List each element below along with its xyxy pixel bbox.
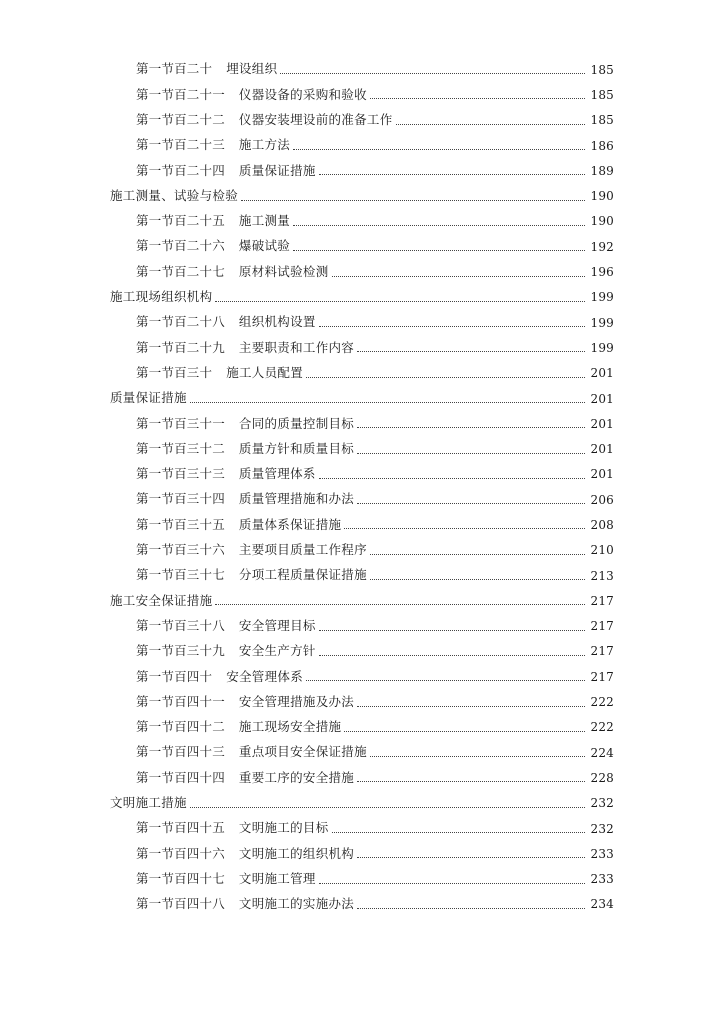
toc-section-entry[interactable] (0, 234, 724, 259)
toc-section-entry[interactable] (0, 209, 724, 234)
toc-entry-page-number: 186 (590, 138, 614, 153)
toc-section-entry[interactable] (0, 462, 724, 487)
dot-leader (357, 351, 585, 352)
toc-entry-number: 第一节百三十二 (136, 440, 225, 456)
toc-entry-title: 原材料试验检测 (238, 263, 329, 279)
toc-entry-title: 重要工序的安全措施 (238, 769, 355, 785)
toc-entry-number: 第一节百三十七 (136, 567, 225, 583)
toc-section-entry[interactable] (0, 335, 724, 360)
dot-leader (344, 731, 585, 732)
toc-section-entry[interactable] (0, 310, 724, 335)
dot-leader (190, 402, 585, 403)
toc-entry-title: 主要项目质量工作程序 (238, 542, 367, 558)
toc-entry-page-number: 208 (590, 517, 614, 532)
toc-section-entry[interactable] (0, 816, 724, 841)
toc-section-entry[interactable] (0, 133, 724, 158)
toc-section-entry[interactable] (0, 664, 724, 689)
toc-chapter-entry[interactable] (0, 386, 724, 411)
toc-entry-page-number: 185 (590, 113, 614, 128)
dot-leader (396, 124, 585, 125)
toc-entry-page-number: 201 (590, 391, 614, 406)
toc-section-entry[interactable] (0, 487, 724, 512)
toc-section-entry[interactable] (0, 512, 724, 537)
toc-entry-page-number: 199 (590, 290, 614, 305)
dot-leader (370, 756, 585, 757)
toc-entry-number: 第一节百二十一 (136, 86, 225, 102)
toc-entry-title: 文明施工的目标 (238, 820, 329, 836)
dot-leader (357, 503, 585, 504)
dot-leader (306, 377, 585, 378)
toc-entry-title: 重点项目安全保证措施 (238, 744, 367, 760)
dot-leader (357, 427, 585, 428)
toc-entry-number: 第一节百三十一 (136, 415, 225, 431)
toc-entry-title: 埋设组织 (226, 61, 278, 77)
toc-entry-title: 质量保证措施 (110, 390, 187, 406)
toc-entry-page-number: 233 (590, 846, 614, 861)
toc-entry-page-number: 217 (590, 619, 614, 634)
toc-section-entry[interactable] (0, 361, 724, 386)
toc-entry-page-number: 201 (590, 416, 614, 431)
toc-entry-title: 安全管理体系 (226, 668, 304, 684)
toc-section-entry[interactable] (0, 436, 724, 461)
toc-entry-number: 第一节百三十五 (136, 516, 225, 532)
toc-entry-number: 第一节百四十五 (136, 820, 225, 836)
toc-entry-page-number: 232 (590, 821, 614, 836)
dot-leader (319, 326, 585, 327)
dot-leader (319, 630, 585, 631)
toc-chapter-entry[interactable] (0, 791, 724, 816)
toc-entry-number: 第一节百三十四 (136, 491, 225, 507)
dot-leader (319, 478, 585, 479)
toc-entry-page-number: 196 (590, 265, 614, 280)
toc-entry-title: 组织机构设置 (238, 314, 316, 330)
dot-leader (293, 250, 585, 251)
toc-section-entry[interactable] (0, 892, 724, 917)
toc-section-entry[interactable] (0, 841, 724, 866)
dot-leader (332, 832, 585, 833)
toc-entry-page-number: 217 (590, 644, 614, 659)
toc-entry-page-number: 192 (590, 239, 614, 254)
dot-leader (215, 301, 585, 302)
toc-entry-page-number: 201 (590, 442, 614, 457)
toc-section-entry[interactable] (0, 538, 724, 563)
toc-entry-title: 仪器设备的采购和验收 (238, 86, 367, 102)
toc-entry-title: 安全生产方针 (238, 643, 316, 659)
toc-section-entry[interactable] (0, 158, 724, 183)
toc-entry-page-number: 232 (590, 796, 614, 811)
toc-chapter-entry[interactable] (0, 183, 724, 208)
toc-entry-title: 安全管理措施及办法 (238, 693, 355, 709)
toc-section-entry[interactable] (0, 82, 724, 107)
toc-entry-page-number: 224 (590, 745, 614, 760)
toc-section-entry[interactable] (0, 563, 724, 588)
toc-entry-number: 第一节百三十九 (136, 643, 225, 659)
toc-entry-number: 第一节百三十三 (136, 466, 225, 482)
toc-entry-title: 文明施工的实施办法 (238, 896, 355, 912)
dot-leader (332, 276, 585, 277)
dot-leader (357, 908, 585, 909)
dot-leader (370, 554, 585, 555)
dot-leader (306, 680, 585, 681)
toc-section-entry[interactable] (0, 614, 724, 639)
toc-entry-title: 质量方针和质量目标 (238, 440, 355, 456)
dot-leader (357, 857, 585, 858)
toc-entry-page-number: 233 (590, 872, 614, 887)
toc-entry-page-number: 228 (590, 770, 614, 785)
toc-entry-number: 第一节百四十一 (136, 693, 225, 709)
toc-entry-number: 第一节百二十四 (136, 162, 225, 178)
toc-entry-number: 第一节百四十三 (136, 744, 225, 760)
toc-entry-number: 第一节百三十六 (136, 542, 225, 558)
toc-section-entry[interactable] (0, 411, 724, 436)
toc-entry-number: 第一节百二十二 (136, 111, 225, 127)
dot-leader (215, 604, 585, 605)
toc-entry-page-number: 217 (590, 669, 614, 684)
toc-entry-title: 安全管理目标 (238, 617, 316, 633)
toc-entry-number: 第一节百二十七 (136, 263, 225, 279)
dot-leader (357, 453, 585, 454)
toc-entry-number: 第一节百二十六 (136, 238, 225, 254)
toc-entry-title: 质量管理措施和办法 (238, 491, 355, 507)
dot-leader (319, 655, 585, 656)
toc-section-entry[interactable] (0, 259, 724, 284)
toc-entry-page-number: 217 (590, 593, 614, 608)
toc-entry-page-number: 222 (590, 720, 614, 735)
toc-entry-number: 第一节百二十三 (136, 137, 225, 153)
toc-entry-number: 第一节百四十七 (136, 870, 225, 886)
dot-leader (319, 883, 585, 884)
dot-leader (357, 781, 585, 782)
toc-entry-number: 第一节百四十二 (136, 719, 225, 735)
toc-section-entry[interactable] (0, 867, 724, 892)
toc-entry-number: 第一节百二十九 (136, 339, 225, 355)
toc-entry-title: 质量管理体系 (238, 466, 316, 482)
toc-entry-page-number: 190 (590, 214, 614, 229)
dot-leader (370, 98, 585, 99)
toc-entry-page-number: 199 (590, 340, 614, 355)
toc-entry-number: 第一节百三十八 (136, 617, 225, 633)
toc-entry-page-number: 185 (590, 87, 614, 102)
toc-section-entry[interactable] (0, 57, 724, 82)
toc-entry-number: 第一节百四十四 (136, 769, 225, 785)
toc-section-entry[interactable] (0, 639, 724, 664)
table-of-contents (0, 57, 724, 917)
dot-leader (293, 225, 585, 226)
toc-entry-number: 第一节百二十五 (136, 213, 225, 229)
toc-entry-page-number: 190 (590, 189, 614, 204)
toc-entry-page-number: 222 (590, 695, 614, 710)
toc-entry-title: 施工现场组织机构 (110, 289, 213, 305)
toc-entry-page-number: 201 (590, 467, 614, 482)
dot-leader (370, 579, 585, 580)
toc-entry-title: 合同的质量控制目标 (238, 415, 355, 431)
toc-section-entry[interactable] (0, 689, 724, 714)
toc-entry-number: 第一节百二十八 (136, 314, 225, 330)
dot-leader (319, 174, 585, 175)
toc-chapter-entry[interactable] (0, 285, 724, 310)
toc-entry-title: 主要职责和工作内容 (238, 339, 355, 355)
toc-chapter-entry[interactable] (0, 588, 724, 613)
toc-section-entry[interactable] (0, 715, 724, 740)
dot-leader (280, 73, 585, 74)
toc-entry-number: 第一节百三十 (136, 364, 213, 380)
toc-section-entry[interactable] (0, 108, 724, 133)
toc-entry-title: 施工测量 (238, 213, 291, 229)
dot-leader (344, 528, 585, 529)
toc-entry-number: 第一节百四十八 (136, 896, 225, 912)
toc-entry-number: 第一节百四十六 (136, 845, 225, 861)
dot-leader (293, 149, 585, 150)
toc-entry-page-number: 199 (590, 315, 614, 330)
toc-entry-title: 质量体系保证措施 (238, 516, 342, 532)
toc-entry-title: 爆破试验 (238, 238, 291, 254)
toc-entry-title: 仪器安装埋设前的准备工作 (238, 111, 393, 127)
toc-entry-title: 施工方法 (238, 137, 291, 153)
toc-entry-title: 文明施工管理 (238, 870, 316, 886)
toc-entry-page-number: 213 (590, 568, 614, 583)
toc-entry-title: 施工现场安全措施 (238, 719, 342, 735)
toc-entry-page-number: 234 (590, 897, 614, 912)
toc-entry-page-number: 210 (590, 543, 614, 558)
dot-leader (241, 200, 585, 201)
toc-entry-title: 质量保证措施 (238, 162, 316, 178)
toc-section-entry[interactable] (0, 765, 724, 790)
toc-entry-page-number: 201 (590, 366, 614, 381)
toc-entry-title: 分项工程质量保证措施 (238, 567, 367, 583)
dot-leader (357, 706, 585, 707)
toc-section-entry[interactable] (0, 740, 724, 765)
toc-entry-number: 第一节百四十 (136, 668, 213, 684)
toc-entry-page-number: 206 (590, 492, 614, 507)
toc-entry-title: 文明施工的组织机构 (238, 845, 355, 861)
toc-entry-page-number: 185 (590, 62, 614, 77)
toc-entry-page-number: 189 (590, 163, 614, 178)
toc-entry-title: 施工人员配置 (226, 364, 304, 380)
toc-entry-title: 文明施工措施 (110, 795, 187, 810)
toc-entry-title: 施工测量、试验与检验 (110, 187, 239, 203)
toc-entry-title: 施工安全保证措施 (110, 592, 213, 608)
toc-entry-number: 第一节百二十 (136, 61, 213, 77)
dot-leader (190, 807, 585, 808)
